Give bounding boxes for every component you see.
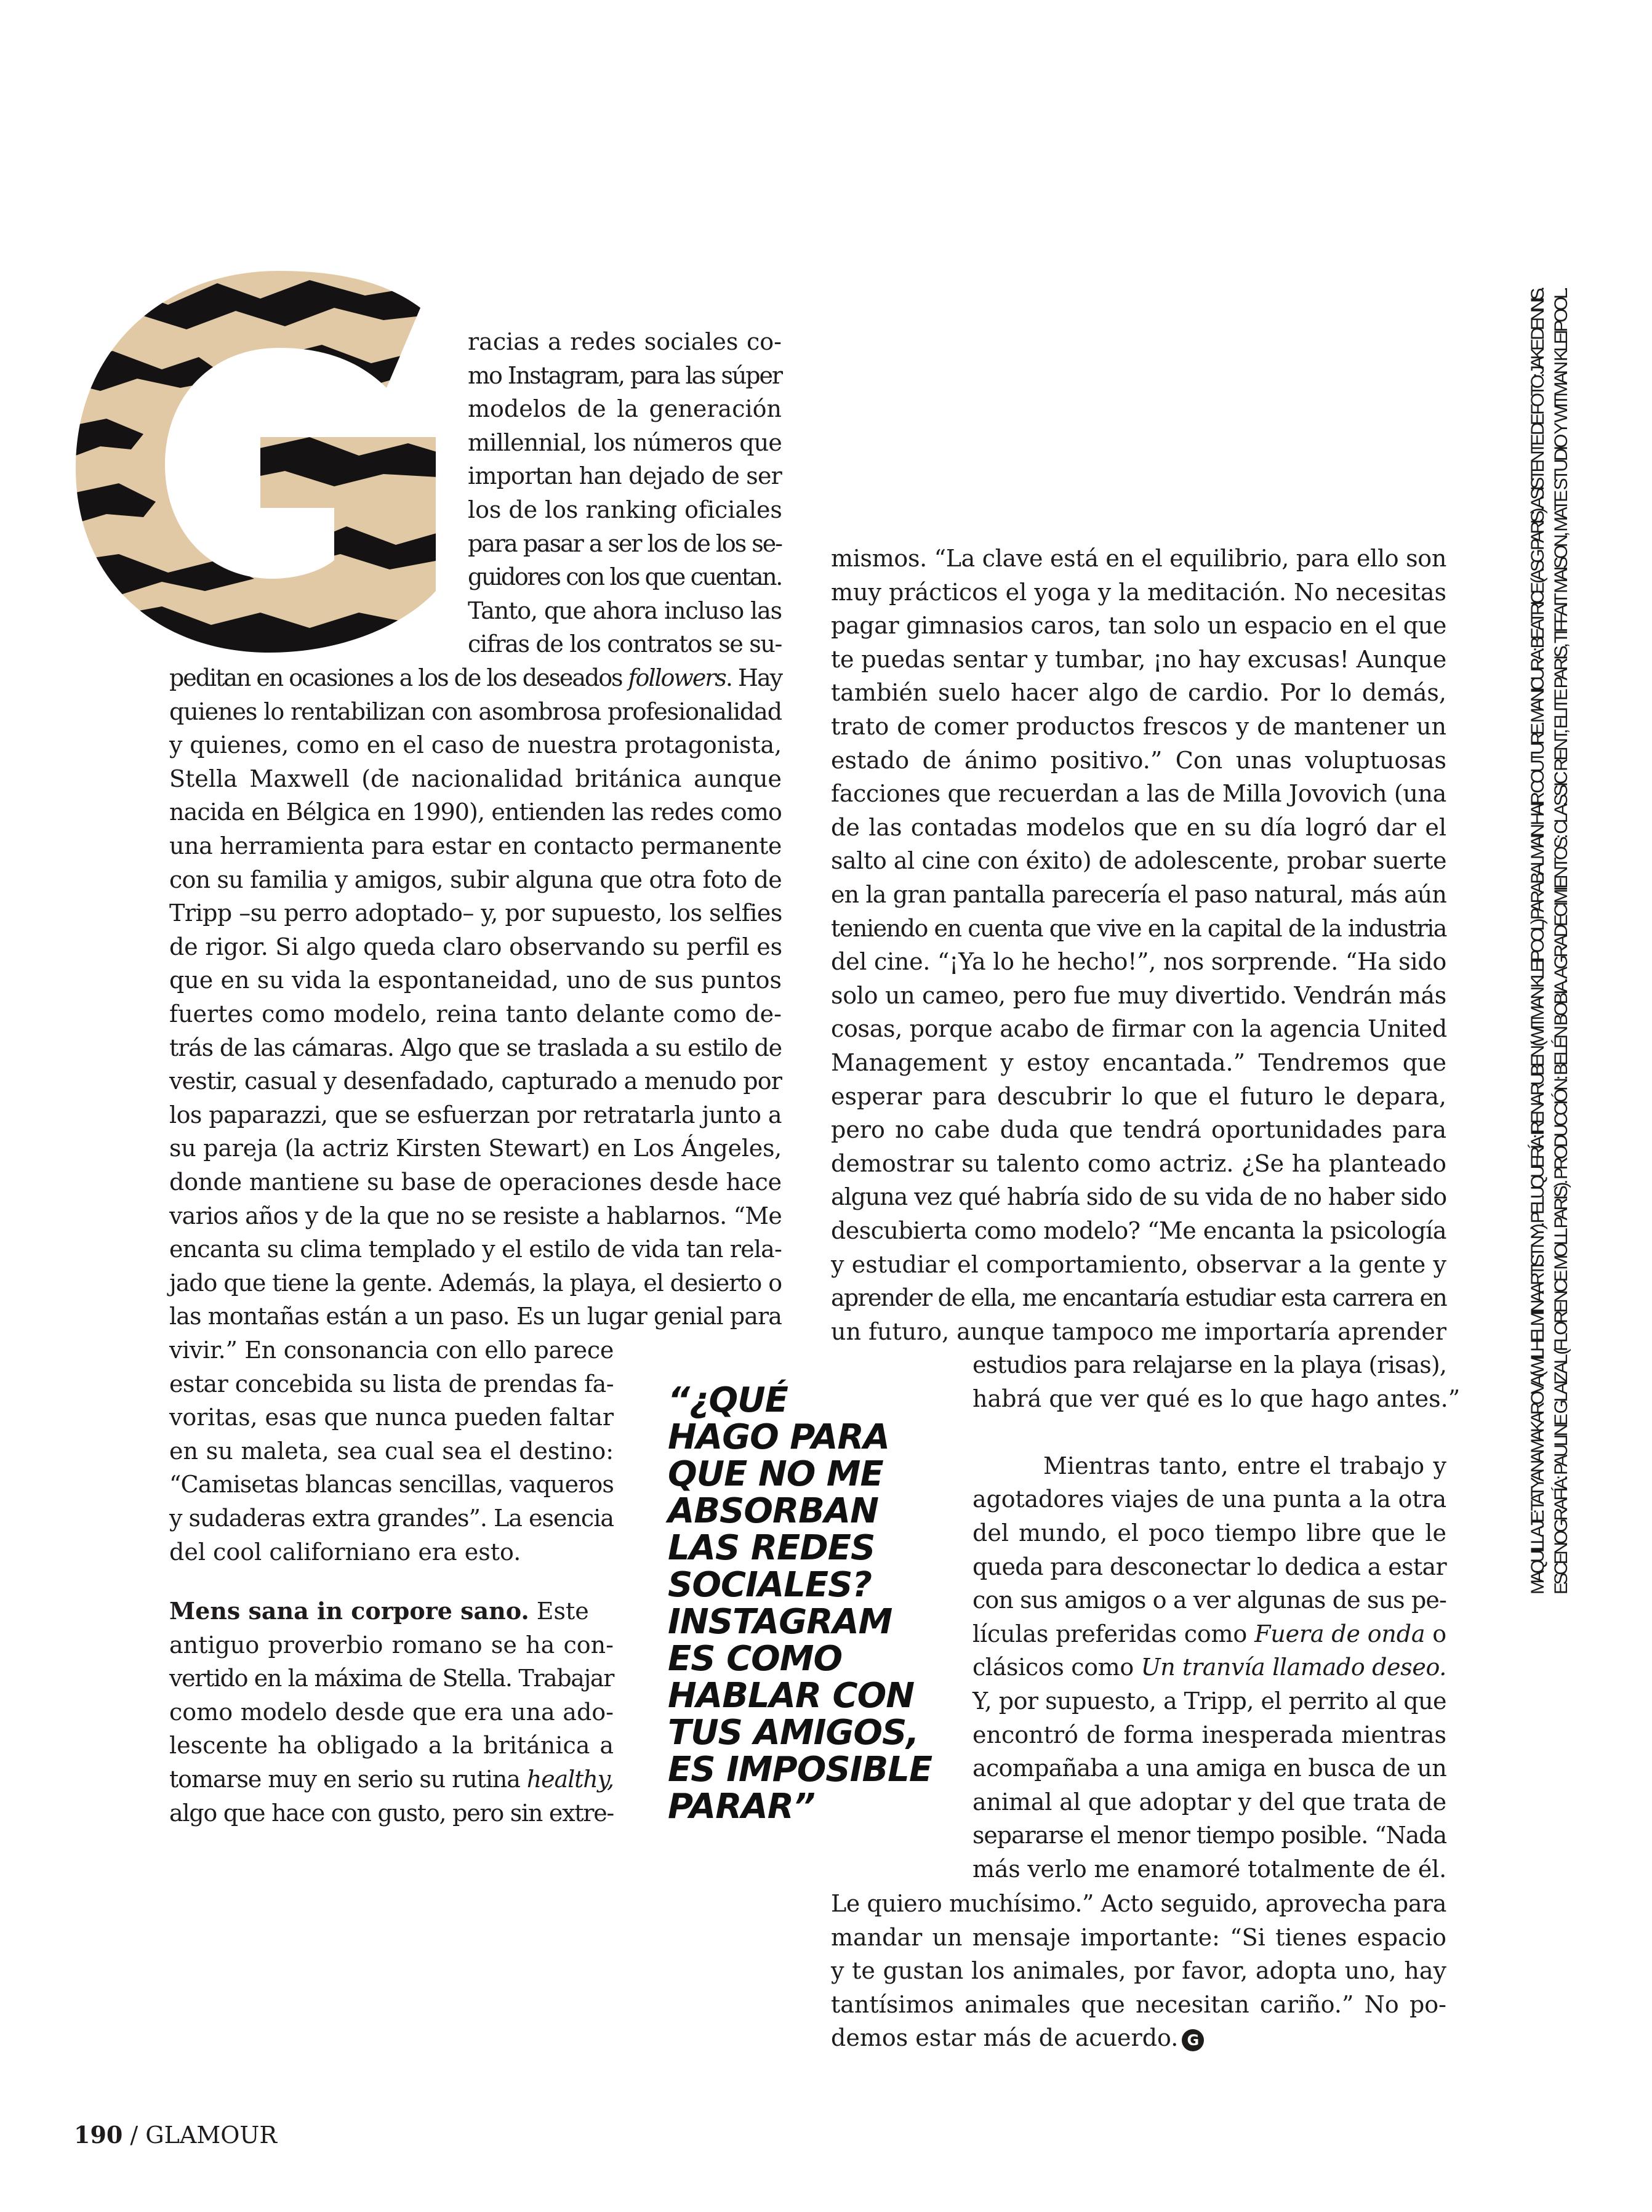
text-line: lículas preferidas como Fuera de onda o (972, 1620, 1447, 1647)
text-line: peditan en ocasiones a los de los deseados followers. Hay (169, 664, 782, 691)
text-line: animal al que adoptar y del que trata de (972, 1788, 1446, 1816)
text-line: vestir, casual y desenfadado, capturado a menudo por (169, 1068, 782, 1095)
text-line: millennial, los números que (468, 428, 782, 456)
pull-quote (668, 1382, 957, 1825)
text-line: donde mantiene su base de operaciones desde hace (169, 1168, 782, 1196)
pull-quote-line: ES IMPOSIBLE (668, 1750, 932, 1790)
text-line: salto al cine con éxito) de adolescente, probar suerte (831, 847, 1446, 875)
text-line: las montañas están a un paso. Es un lugar genial para (169, 1303, 782, 1330)
text-line: modelos de la generación (468, 395, 782, 423)
text-line: en la gran pantalla parecería el paso natural, más aún (831, 881, 1446, 908)
text-line: del cine. “¡Ya lo he hecho!”, nos sorprende. “Ha sido (831, 948, 1447, 976)
text-line: del mundo, el poco tiempo libre que le (972, 1519, 1446, 1546)
text-line: Tripp –su perro adoptado– y, por supuesto, los selfies (169, 899, 782, 927)
text-line: también suelo hacer algo de cardio. Por lo demás, (831, 679, 1446, 707)
text-line: habrá que ver qué es lo que hago antes.” (972, 1385, 1461, 1412)
pull-quote-line: HAGO PARA (668, 1417, 889, 1457)
text-line: Mientras tanto, entre el trabajo y (1043, 1452, 1446, 1479)
text-line: cifras de los contratos se su- (468, 630, 782, 658)
text-line: encanta su clima templado y el estilo de vida tan rela- (169, 1236, 782, 1263)
text-line: tomarse muy en serio su rutina healthy, (169, 1766, 614, 1793)
text-line: vivir.” En consonancia con ello parece (169, 1337, 614, 1364)
text-line: facciones que recuerdan a las de Milla Jovovich (una (831, 780, 1446, 808)
text-line: más verlo me enamoré totalmente de él. (972, 1856, 1446, 1883)
text-line: demos estar más de acuerdo. G (831, 2021, 1204, 2054)
text-line: Y, por supuesto, a Tripp, el perrito al que (972, 1687, 1446, 1715)
credit-line: MAQUILLAJE: TATYANA MAKAROVA (WILHELMINA ARTIST NY). PELUQUERÍA: IRENA RUBEN (WITMAN KLEIPOOL) PARA BALMAIN HAIR COUTURE. MANICURA: BEATRICE (ASG PARIS). ASISTENTE DE FOTO: JAKE DENNIS. (1528, 289, 1548, 1595)
text-line: aprender de ella, me encantaría estudiar esta carrera en (831, 1284, 1446, 1312)
text-line: queda para desconectar lo dedica a estar (972, 1553, 1446, 1580)
text-line: con su familia y amigos, subir alguna que otra foto de (169, 866, 782, 893)
text-line: y sudaderas extra grandes”. La esencia (169, 1505, 614, 1532)
folio-separator: / (122, 2122, 146, 2149)
text-line: con sus amigos o a ver algunas de sus pe- (972, 1587, 1446, 1614)
text-line: acompañaba a una amiga en busca de un (972, 1755, 1446, 1782)
text-line: muy prácticos el yoga y la meditación. No necesitas (831, 578, 1446, 606)
text-line: importan han dejado de ser (468, 462, 782, 490)
text-line: Tanto, que ahora incluso las (468, 597, 782, 624)
text-line: pero no cabe duda que tendrá oportunidades para (831, 1116, 1446, 1144)
pull-quote-line: HABLAR CON (668, 1676, 915, 1716)
pull-quote-line: SOCIALES? (668, 1565, 872, 1605)
text-line: “Camisetas blancas sencillas, vaqueros (169, 1471, 614, 1498)
text-line: trás de las cámaras. Algo que se traslada a su estilo de (169, 1034, 782, 1061)
text-line: pagar gimnasios caros, tan solo un espacio en el que (831, 612, 1446, 640)
text-line: teniendo en cuenta que vive en la capital de la industria (831, 914, 1446, 942)
text-line: los paparazzi, que se esfuerzan por retratarla junto a (169, 1101, 782, 1128)
text-line: descubierta como modelo? “Me encanta la psicología (831, 1217, 1446, 1244)
text-line: y te gustan los animales, por favor, adopta uno, hay (831, 1957, 1446, 1985)
credit-line: ESCENOGRAFÍA: PAULINE GLAIZAL (FLORENCE MOLL PARIS). PRODUCCIÓN: BELÉN BOBIA. AGRADECIMIENTOS: CLASSIC RENT, ELITE PARIS, TIFFAIT MAISON, MATE STUDIO Y WITMAN KLEIPOOL. (1551, 289, 1571, 1595)
text-line: algo que hace con gusto, pero sin extre- (169, 1799, 614, 1827)
text-line: racias a redes sociales co- (468, 328, 782, 355)
text-line: de las contadas modelos que en su día logró dar el (831, 813, 1446, 841)
photo-credits (1526, 289, 1613, 1595)
pull-quote-line: QUE NO ME (668, 1454, 883, 1494)
pull-quote-line: “¿QUÉ (668, 1380, 788, 1420)
pull-quote-line: PARAR” (668, 1787, 815, 1827)
text-line: quienes lo rentabilizan con asombrosa profesionalidad (169, 698, 782, 725)
section-lead: Mens sana in corpore sano. (169, 1597, 529, 1625)
text-line: Le quiero muchísimo.” Acto seguido, aprovecha para (831, 1890, 1446, 1917)
text-line: separarse el menor tiempo posible. “Nada (972, 1822, 1446, 1849)
section-lead-line: Mens sana in corpore sano. Este (169, 1597, 589, 1625)
text-line: los de los ranking oficiales (468, 496, 782, 523)
text-line: mandar un mensaje importante: “Si tienes espacio (831, 1923, 1446, 1951)
text-line: de rigor. Si algo queda claro observando su perfil es (169, 933, 782, 960)
text-line: encontró de forma inesperada mientras (972, 1721, 1446, 1748)
text-line: clásicos como Un tranvía llamado deseo. (972, 1654, 1447, 1681)
magazine-name: GLAMOUR (145, 2122, 278, 2149)
text-line: voritas, esas que nunca pueden faltar (169, 1404, 614, 1431)
text-line: jado que tiene la gente. Además, la playa, el desierto o (169, 1269, 782, 1297)
text-line: Management y estoy encantada.” Tendremos que (831, 1049, 1446, 1076)
text-line: lescente ha obligado a la británica a (169, 1732, 614, 1760)
pull-quote-line: INSTAGRAM (668, 1602, 892, 1642)
text-line: estudios para relajarse en la playa (risas), (972, 1351, 1446, 1378)
pull-quote-line: ES COMO (668, 1639, 843, 1679)
text-line: demostrar su talento como actriz. ¿Se ha planteado (831, 1149, 1446, 1177)
text-line: estado de ánimo positivo.” Con unas voluptuosas (831, 746, 1446, 774)
text-line: alguna vez qué habría sido de su vida de no haber sido (831, 1183, 1446, 1211)
text-line: su pareja (la actriz Kirsten Stewart) en Los Ángeles, (169, 1135, 782, 1162)
end-mark-icon: G (1182, 2029, 1204, 2051)
text-line: esperar para descubrir lo que el futuro le depara, (831, 1082, 1446, 1110)
text-line: una herramienta para estar en contacto permanente (169, 832, 782, 859)
text-line: Stella Maxwell (de nacionalidad británica aunque (169, 765, 782, 792)
page-number: 190 (74, 2121, 123, 2149)
text-line: estar concebida su lista de prendas fa- (169, 1370, 614, 1398)
text-line: guidores con los que cuentan. (468, 563, 782, 591)
text-line: que en su vida la espontaneidad, uno de sus puntos (169, 967, 782, 994)
text-line: en su maleta, sea cual sea el destino: (169, 1437, 614, 1465)
text-line: como modelo desde que era una ado- (169, 1698, 614, 1726)
text-line: tantísimos animales que necesitan cariño.” No po- (831, 1990, 1446, 2018)
text-line: solo un cameo, pero fue muy divertido. Vendrán más (831, 981, 1446, 1009)
text-line: mo Instagram, para las súper (468, 361, 782, 389)
pull-quote-line: ABSORBAN (668, 1491, 878, 1531)
pull-quote-line: LAS REDES (668, 1528, 875, 1568)
folio (74, 2121, 277, 2149)
text-line: mismos. “La clave está en el equilibrio, para ello son (831, 545, 1446, 572)
text-line: trato de comer productos frescos y de mantener un (831, 713, 1446, 740)
text-line: te puedas sentar y tumbar, ¡no hay excusas! Aunque (831, 645, 1446, 673)
text-line: un futuro, aunque tampoco me importaría aprender (831, 1317, 1446, 1345)
text-line: fuertes como modelo, reina tanto delante como de- (169, 1000, 782, 1028)
text-line: y quienes, como en el caso de nuestra protagonista, (169, 731, 782, 759)
text-line: vertido en la máxima de Stella. Trabajar (169, 1665, 614, 1692)
drop-cap-g (76, 271, 439, 653)
pull-quote-line: TUS AMIGOS, (668, 1713, 919, 1753)
text-line: nacida en Bélgica en 1990), entienden las redes como (169, 798, 782, 826)
text-line: antiguo proverbio romano se ha con- (169, 1631, 614, 1659)
text-line: para pasar a ser los de los se- (468, 529, 782, 557)
text-line: agotadores viajes de una punta a la otra (972, 1486, 1446, 1513)
text-line: cosas, porque acabo de firmar con la agencia United (831, 1015, 1447, 1043)
text-line: del cool californiano era esto. (169, 1538, 521, 1566)
text-line: y estudiar el comportamiento, observar a la gente y (831, 1250, 1446, 1278)
text-line: varios años y de la que no se resiste a hablarnos. “Me (169, 1202, 782, 1229)
